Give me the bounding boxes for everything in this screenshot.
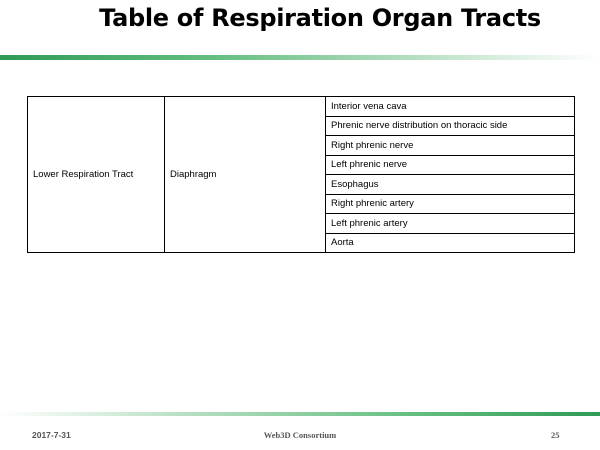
footer-date: 2017-7-31 (32, 430, 71, 440)
organ-cell: Diaphragm (165, 97, 326, 253)
title-divider-bar (0, 55, 600, 60)
respiration-table (27, 96, 575, 253)
footer-organization: Web3D Consortium (263, 430, 337, 440)
footer-divider-bar (0, 412, 600, 416)
item-cell: Left phrenic artery (326, 214, 575, 234)
item-cell: Aorta (326, 233, 575, 253)
item-cell: Right phrenic artery (326, 194, 575, 214)
item-cell: Esophagus (326, 175, 575, 195)
table-row (28, 97, 575, 117)
item-cell: Left phrenic nerve (326, 155, 575, 175)
page-number: 25 (551, 430, 560, 440)
slide-title: Table of Respiration Organ Tracts (99, 4, 541, 32)
item-cell: Interior vena cava (326, 97, 575, 117)
region-cell: Lower Respiration Tract (28, 97, 165, 253)
item-cell: Phrenic nerve distribution on thoracic side (326, 116, 575, 136)
item-cell: Right phrenic nerve (326, 136, 575, 156)
